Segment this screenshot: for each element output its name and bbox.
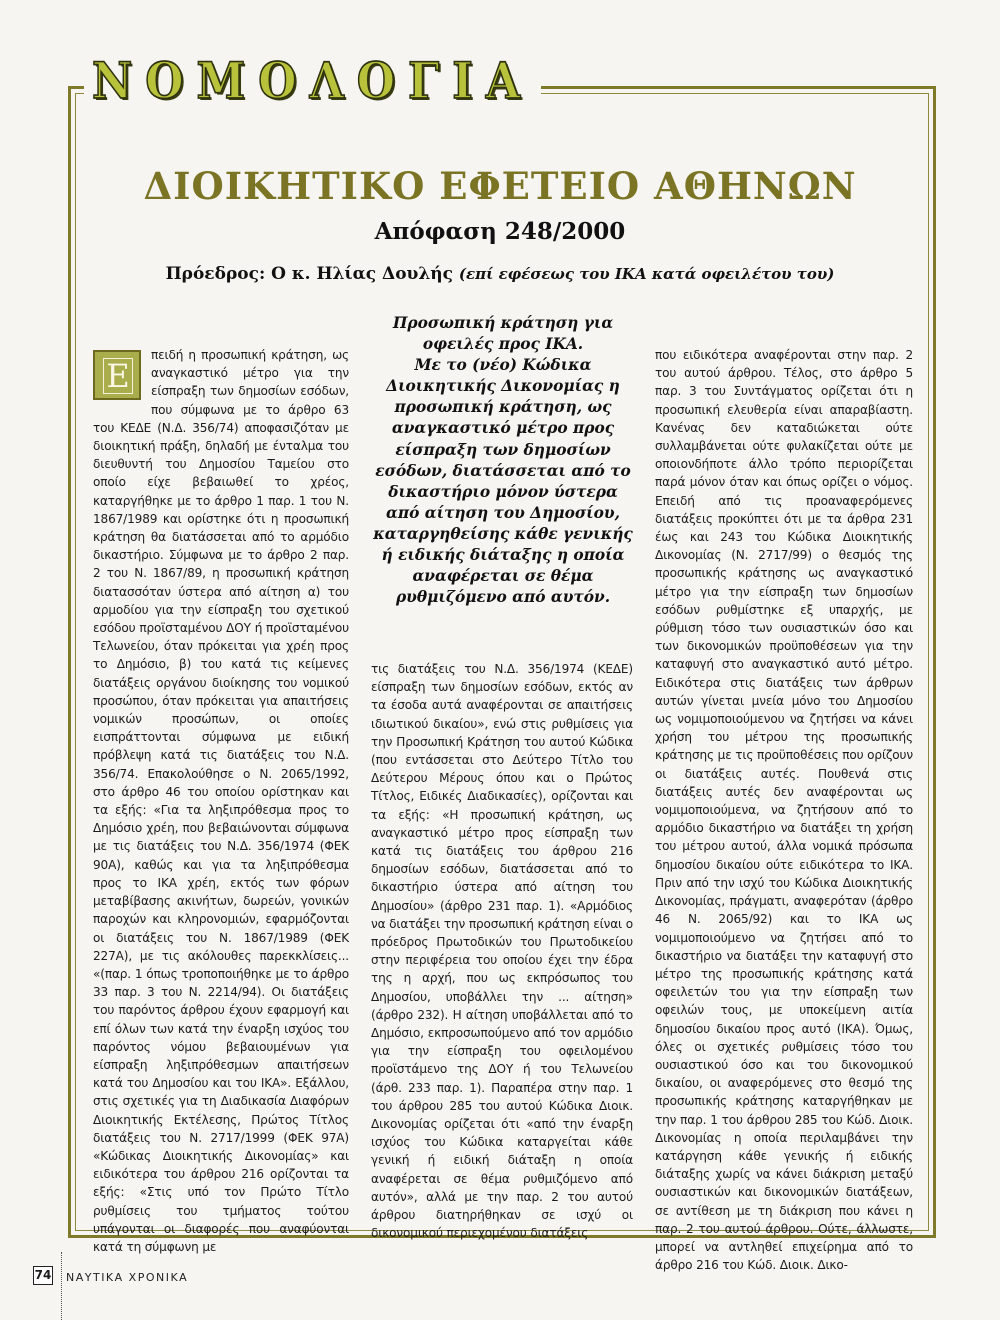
text-column-3 xyxy=(655,346,913,1274)
president-line xyxy=(90,264,910,284)
text-column-1 xyxy=(93,346,349,1256)
page-number: 74 xyxy=(33,1266,53,1285)
drop-cap-letter: Ε xyxy=(103,358,133,394)
magazine-name: ΝΑΥΤΙΚΑ ΧΡΟΝΙΚΑ xyxy=(66,1271,189,1284)
drop-cap xyxy=(93,350,141,400)
case-note: (επί εφέσεως του ΙΚΑ κατά οφειλέτου του) xyxy=(458,265,835,283)
footer-divider xyxy=(61,1252,62,1320)
section-header: ΝΟΜΟΛΟΓΙΑ xyxy=(84,52,541,112)
column-2-text: τις διατάξεις του Ν.Δ. 356/1974 (ΚΕΔΕ) είσπραξη των δημοσίων εσόδων, εκτός αν τα έσοδα αυτά αναφέρονται σε απαιτήσεις ιδιωτικού δικαίου», ενώ στις ρυθμίσεις για την Προσωπική Κράτηση του αυτού Κώδικα (που εντάσσεται στο Δεύτερο Τίτλο του Δεύτερου Μέρους όπου και ο Πρώτος Τίτλος, Ειδικές Διαδικασίες), ορίζονται και τα εξής: «Η προσωπική κράτηση, ως αναγκαστικό μέτρο προς είσπραξη των κατά τις διατάξεις του άρθρου 216 δημοσίων εσόδων, διατάσσεται από το δικαστήριο ύστερα από αίτηση του Δημοσίου» (άρθρο 231 παρ. 1). «Αρμόδιος να διατάξει την προσωπική κράτηση είναι ο πρόεδρος Πρωτοδικών του Πρωτοδικείου στην περιφέρεια του οποίου έχει την έδρα της η αρχή, που ως εκπρόσωπος του Δημοσίου, υποβάλλει την ... αίτηση» (άρθρο 232). Η αίτηση υποβάλλεται από το Δημόσιο, εκπροσωπούμενο από τον αρμόδιο για την είσπραξη του οφειλομένου προϊστάμενο της ΔΟΥ ή του Τελωνείου (άρθ. 233 παρ. 1). Παραπέρα στην παρ. 1 του άρθρου 285 του αυτού Κώδικα Διοικ. Δικονομίας ορίζεται ότι «από την έναρξη ισχύος του Κώδικα καταργείται κάθε γενική ή ειδική διάταξη η οποία αναφέρεται σε θέμα ρυθμιζόμενο από αυτόν», αλλά με την παρ. 2 του αυτού άρθρου διατηρήθηκαν σε ισχύ οι δικονομικού περιεχομένου διατάξεις xyxy=(371,662,633,1241)
pull-quote-lead: Προσωπική κράτηση για οφειλές προς ΙΚΑ. xyxy=(392,314,614,354)
text-column-2 xyxy=(371,660,633,1243)
column-3-text: που ειδικότερα αναφέρονται στην παρ. 2 του αυτού άρθρου. Τέλος, στο άρθρο 5 παρ. 3 του Συντάγματος ορίζεται ότι η προσωπική ελευθερία είναι απαραβίαστη. Κανένας δεν καταδιώκεται ούτε συλλαμβάνεται ούτε φυλακίζεται ούτε με οποιονδήποτε άλλο τρόπο περιορίζεται παρά μόνον όταν και όπως ορίζει ο νόμος. Επειδή από τις προαναφερόμενες διατάξεις προκύπτει ότι με τα άρθρα 231 έως και 243 του Κώδικα Διοικητικής Δικονομίας (Ν. 2717/99) ο θεσμός της προσωπικής κράτησης ως αναγκαστικό μέτρο για την είσπραξη των δημοσίων εσόδων ρυθμίστηκε εξ υπαρχής, με ρύθμιση τόσο των ουσιαστικών όσο και των δικονομικών προϋποθέσεων για την καταφυγή στο αναγκαστικό αυτό μέτρο. Ειδικότερα στις διατάξεις των άρθρων αυτών γίνεται μνεία μόνο του Δημοσίου ως νομιμοποιούμενου να ζητήσει να κάνει χρήση του μέτρου της προσωπικής κράτησης με τις προϋποθέσεις που ορίζουν οι διατάξεις αυτές. Πουθενά στις διατάξεις αυτές δεν αναφέρονται ως νομιμοποιούμενα, να ζητήσουν από το αρμόδιο δικαστήριο να διατάξει τη χρήση του μέτρου αυτού, άλλα νομικά πρόσωπα δημοσίου δικαίου ούτε ειδικότερα το ΙΚΑ. Πριν από την ισχύ του Κώδικα Διοικητικής Δικονομίας, πράγματι, αναφερόταν (άρθρο 46 Ν. 2065/92) και το ΙΚΑ ως νομιμοποιούμενο να ζητήσει από το δικαστήριο να διατάξει την καταφυγή στο μέτρο της προσωπικής κράτησης κατά οφειλετών του για την είσπραξη των οφειλών τους, με υποκείμενη αιτία δημοσίου δικαίου προς αυτό (ΙΚΑ). Όμως, όλες οι σχετικές ρυθμίσεις τόσο του ουσιαστικού όσο και του δικονομικού δικαίου, οι αναφερόμενες στο θεσμό της προσωπικής κράτησης καταργήθηκαν με την παρ. 1 του άρθρου 285 του Κώδ. Διοικ. Δικονομίας η οποία περιλαμβάνει την κατάργηση κάθε γενικής ή ειδικής διάταξης χωρίς να κάνει διάκριση μεταξύ ουσιαστικών και δικονομικών διατάξεων, σε αντίθεση με τη διάκριση που κάνει η παρ. 2 του αυτού άρθρου. Ούτε, άλλωστε, μπορεί να αντληθεί επιχείρημα από το άρθρο 216 του Κώδ. Διοικ. Δικο- xyxy=(655,348,914,1273)
decision-number: Απόφαση 248/2000 xyxy=(374,218,626,245)
president-name: Πρόεδρος: Ο κ. Ηλίας Δουλής xyxy=(165,264,453,284)
column-1-text: πειδή η προσωπική κράτηση, ως αναγκαστικό μέτρο για την είσπραξη των δημοσίων εσόδων, που σύμφωνα με το άρθρο 63 του ΚΕΔΕ (Ν.Δ. 356/74) αποφασιζόταν με διοικητική πράξη, δηλαδή με ένταλμα του διευθυντή του Δημοσίου Ταμείου στο οποίο είχε βεβαιωθεί το χρέος, καταργήθηκε με το άρθρο 1 παρ. 1 του Ν. 1867/1989 και ορίστηκε ότι η προσωπική κράτηση θα διατάσσεται από το αρμόδιο δικαστήριο. Σύμφωνα με το άρθρο 2 παρ. 2 του Ν. 1867/89, η προσωπική κράτηση διατασσόταν ύστερα από αίτηση α) του αρμοδίου για την είσπραξη του σχετικού εσόδου προϊσταμένου ΔΟΥ ή προϊσταμένου Τελωνείου, όταν πρόκειται για χρέη προς το Δημόσιο, β) του κατά τις κείμενες διατάξεις οργάνου διοίκησης του νομικού προσώπου, όταν πρόκειται για απαιτήσεις νομικών προσώπων, οι οποίες εισπράττονται σύμφωνα με ειδική πρόβλεψη κατά τις διατάξεις του Ν.Δ. 356/74. Επακολούθησε ο Ν. 2065/1992, στο άρθρο 46 του οποίου ορίστηκαν και τα εξής: «Για τα ληξιπρόθεσμα προς το Δημόσιο χρέη, που βεβαιώνονται σύμφωνα με τις διατάξεις του Ν.Δ. 356/1974 (ΦΕΚ 90Α), καθώς και για τα ληξιπρόθεσμα προς το ΙΚΑ χρέη, εκτός των φόρων μεταβίβασης ακινήτων, δωρεών, γονικών παροχών και κληρονομιών, εφαρμόζονται οι διατάξεις του Ν. 1867/1989 (ΦΕΚ 227Α), με τις ακόλουθες παρεκκλίσεις... «(παρ. 1 όπως τροποποιήθηκε με το άρθρο 33 παρ. 3 του Ν. 2214/94). Οι διατάξεις του παρόντος άρθρου έχουν εφαρμογή και επί όλων των κατά την έναρξη ισχύος του παρόντος νόμου βεβαιουμένων για είσπραξη ληξιπρόθεσμων απαιτήσεων κατά του Δημοσίου και του ΙΚΑ». Εξάλλου, στις σχετικές για τη Διαδικασία Διαφόρων Διοικητικής Εκτέλεσης, Πρώτος Τίτλος διατάξεις του Ν. 2717/1999 (ΦΕΚ 97Α) «Κώδικας Διοικητικής Δικονομίας» και ειδικότερα του άρθρου 216 ορίζονται τα εξής: «Στις υπό τον Πρώτο Τίτλο ρυθμίσεις του τμήματος τούτου υπάγονται οι διαφορές που αναφύονται κατά τη σύμφωνη με xyxy=(93,348,349,1254)
pull-quote-body: Με το (νέο) Κώδικα Διοικητικής Δικονομίας η προσωπική κράτηση, ως αναγκαστικό μέτρο προς είσπραξη των δημοσίων εσόδων, διατάσσεται από το δικαστήριο μόνον ύστερα από αίτηση του Δημοσίου, καταργηθείσης κάθε γενικής ή ειδικής διάταξης η οποία αναφέρεται σε θέμα ρυθμιζόμενο από αυτόν. xyxy=(373,356,633,607)
pull-quote xyxy=(372,313,634,608)
court-title: ΔΙΟΙΚΗΤΙΚΟ ΕΦΕΤΕΙΟ ΑΘΗΝΩΝ xyxy=(143,164,857,208)
